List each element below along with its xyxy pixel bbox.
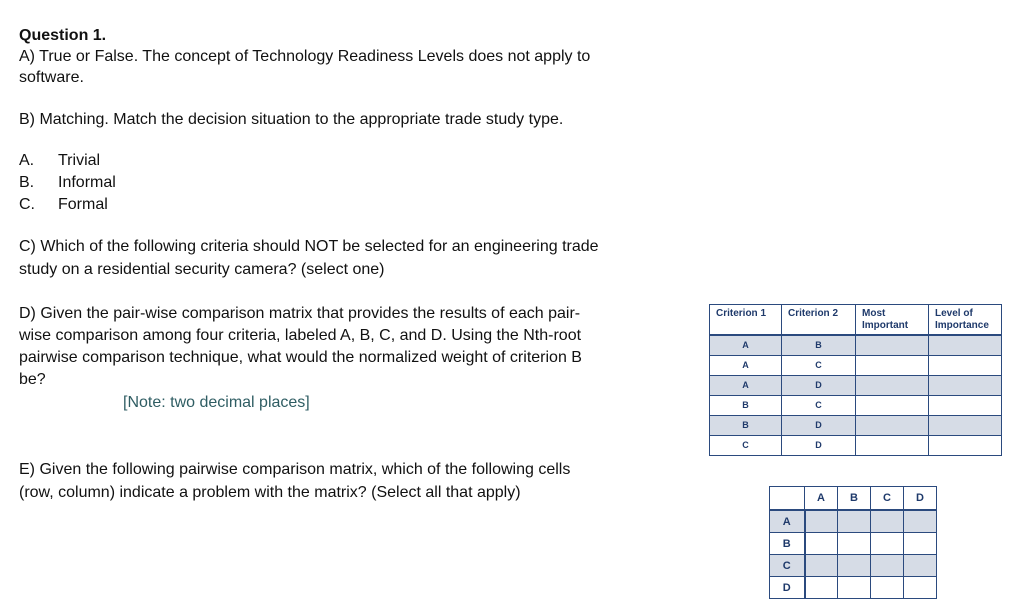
matrix-row — [770, 533, 937, 555]
option-letter: B. — [19, 174, 35, 191]
most-important-cell[interactable] — [856, 415, 929, 435]
option-letter: A. — [19, 152, 35, 169]
matrix-cell[interactable] — [805, 510, 838, 533]
criterion-2-cell: D — [782, 435, 856, 455]
header-criterion-2: Criterion 2 — [782, 305, 856, 335]
matrix-column-header: D — [904, 487, 937, 511]
matrix-cell[interactable] — [904, 577, 937, 599]
matrix-row — [770, 577, 937, 599]
matrix-cell[interactable] — [805, 533, 838, 555]
part-d-text-line4: be? — [19, 371, 46, 388]
part-e-text-line2: (row, column) indicate a problem with the matrix? (Select all that apply) — [19, 484, 521, 501]
matrix-cell[interactable] — [904, 510, 937, 533]
part-a-text-line1: A) True or False. The concept of Technology Readiness Levels does not apply to — [19, 48, 591, 65]
table-header-row — [710, 305, 1002, 335]
option-letter: C. — [19, 196, 35, 213]
criterion-1-cell: B — [710, 395, 782, 415]
matrix-cell[interactable] — [838, 577, 871, 599]
matrix-cell[interactable] — [871, 533, 904, 555]
matrix-column-header: B — [838, 487, 871, 511]
matrix-cell[interactable] — [904, 555, 937, 577]
matrix-header-row — [770, 487, 937, 511]
matrix-column-header: C — [871, 487, 904, 511]
criterion-1-cell: A — [710, 375, 782, 395]
matrix-cell[interactable] — [838, 533, 871, 555]
matrix-row-header: B — [770, 533, 805, 555]
comparison-matrix — [769, 486, 937, 599]
matrix-cell[interactable] — [871, 510, 904, 533]
criterion-2-cell: B — [782, 335, 856, 356]
table-row — [710, 435, 1002, 455]
header-most-line1: Most — [862, 308, 886, 319]
question-title: Question 1. — [19, 27, 107, 44]
matrix-row-header: D — [770, 577, 805, 599]
part-d-text-line1: D) Given the pair-wise comparison matrix that provides the results of each pair- — [19, 305, 581, 322]
level-of-importance-cell[interactable] — [929, 335, 1002, 356]
part-c-text-line1: C) Which of the following criteria should NOT be selected for an engineering trade — [19, 238, 599, 255]
matrix-cell[interactable] — [871, 555, 904, 577]
part-b-text: B) Matching. Match the decision situation to the appropriate trade study type. — [19, 111, 564, 128]
most-important-cell[interactable] — [856, 335, 929, 356]
part-a-text-line2: software. — [19, 69, 84, 86]
header-most-important — [856, 305, 929, 335]
matrix-corner-cell — [770, 487, 805, 511]
header-most-line2: Important — [862, 320, 909, 331]
criterion-2-cell: D — [782, 375, 856, 395]
matrix-row — [770, 510, 937, 533]
option-text: Informal — [58, 174, 116, 191]
matrix-row-header: C — [770, 555, 805, 577]
most-important-cell[interactable] — [856, 435, 929, 455]
table-row — [710, 375, 1002, 395]
criterion-2-cell: C — [782, 395, 856, 415]
part-c-text-line2: study on a residential security camera? (select one) — [19, 261, 385, 278]
level-of-importance-cell[interactable] — [929, 435, 1002, 455]
level-of-importance-cell[interactable] — [929, 395, 1002, 415]
matrix-cell[interactable] — [838, 555, 871, 577]
table-row — [710, 335, 1002, 356]
matrix-column-header: A — [805, 487, 838, 511]
level-of-importance-cell[interactable] — [929, 375, 1002, 395]
most-important-cell[interactable] — [856, 375, 929, 395]
criterion-1-cell: B — [710, 415, 782, 435]
table-row — [710, 355, 1002, 375]
pairwise-results-table — [709, 304, 1002, 456]
matrix-cell[interactable] — [871, 577, 904, 599]
most-important-cell[interactable] — [856, 355, 929, 375]
header-level-line1: Level of — [935, 308, 973, 319]
option-text: Trivial — [58, 152, 101, 169]
criterion-1-cell: A — [710, 335, 782, 356]
header-level-line2: Importance — [935, 320, 989, 331]
part-e-text-line1: E) Given the following pairwise comparison matrix, which of the following cells — [19, 461, 571, 478]
criterion-1-cell: A — [710, 355, 782, 375]
level-of-importance-cell[interactable] — [929, 415, 1002, 435]
matrix-row-header: A — [770, 510, 805, 533]
header-criterion-1: Criterion 1 — [710, 305, 782, 335]
matrix-cell[interactable] — [805, 577, 838, 599]
matrix-row — [770, 555, 937, 577]
part-d-text-line3: pairwise comparison technique, what would the normalized weight of criterion B — [19, 349, 582, 366]
criterion-1-cell: C — [710, 435, 782, 455]
table-row — [710, 415, 1002, 435]
matrix-cell[interactable] — [838, 510, 871, 533]
header-level-of-importance — [929, 305, 1002, 335]
part-d-text-line2: wise comparison among four criteria, labeled A, B, C, and D. Using the Nth-root — [19, 327, 582, 344]
matrix-cell[interactable] — [805, 555, 838, 577]
matrix-cell[interactable] — [904, 533, 937, 555]
level-of-importance-cell[interactable] — [929, 355, 1002, 375]
option-text: Formal — [58, 196, 108, 213]
most-important-cell[interactable] — [856, 395, 929, 415]
table-row — [710, 395, 1002, 415]
criterion-2-cell: C — [782, 355, 856, 375]
criterion-2-cell: D — [782, 415, 856, 435]
part-d-note: [Note: two decimal places] — [123, 394, 310, 411]
